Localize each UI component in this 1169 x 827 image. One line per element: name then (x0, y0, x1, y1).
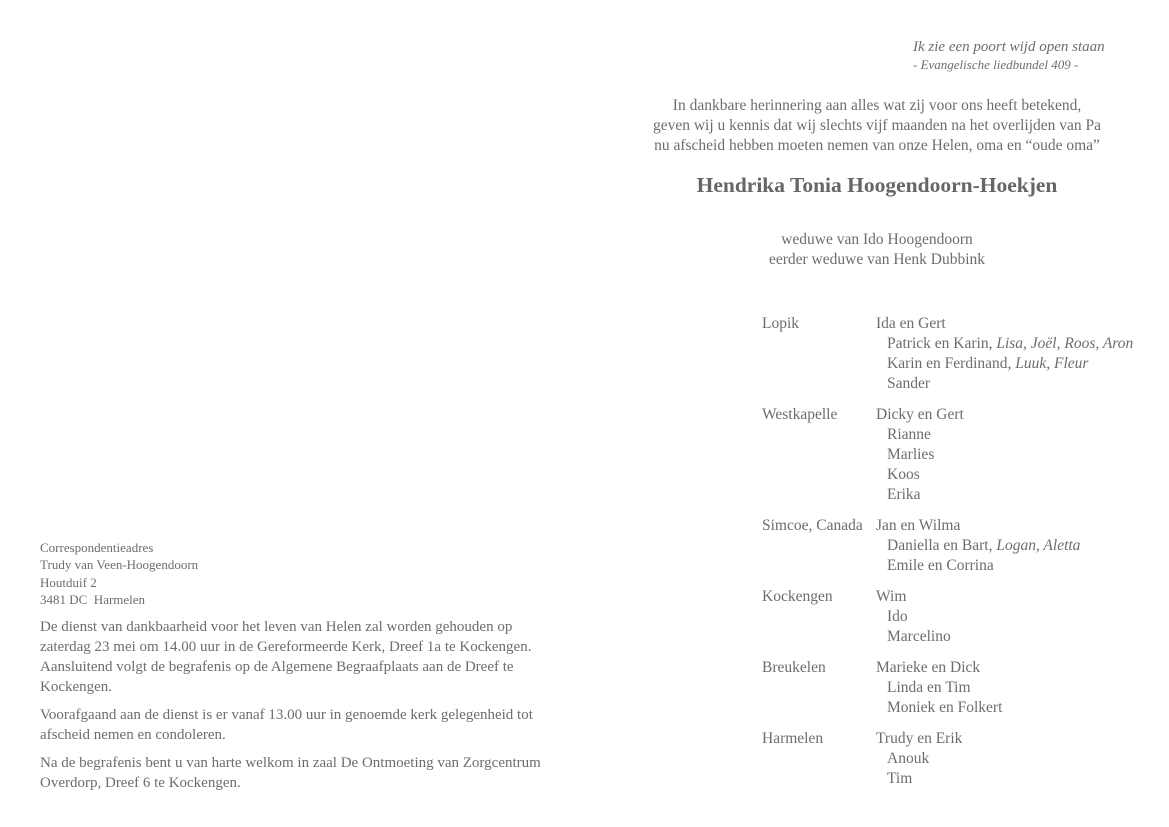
family-couple: Dicky en Gert (876, 406, 964, 423)
correspondence-city: 3481 DC Harmelen (40, 591, 146, 607)
family-couple: Marieke en Dick (876, 659, 981, 676)
family-couple: Trudy en Erik (876, 730, 963, 747)
family-group (762, 516, 1162, 576)
family-child (876, 425, 1162, 445)
family-child (876, 445, 1162, 465)
widow-line: eerder weduwe van Henk Dubbink (768, 251, 986, 268)
child-name: Koos (887, 466, 920, 483)
family-place: Lopik (762, 315, 800, 332)
family-place: Harmelen (762, 730, 824, 747)
family-child (876, 556, 1162, 576)
family-members (876, 516, 1162, 576)
child-name: Emile en Corrina (887, 557, 994, 574)
family-group (762, 658, 1162, 718)
quote-source: - Evangelische liedbundel 409 - (913, 57, 1079, 72)
family-child (876, 749, 1162, 769)
family-group (762, 587, 1162, 647)
grandchildren-names: Lisa, Joël, Roos, Aron (996, 335, 1134, 352)
family-child (876, 465, 1162, 485)
family-child (876, 485, 1162, 505)
family-child (876, 354, 1162, 374)
family-members (876, 729, 1162, 789)
family-couple: Jan en Wilma (876, 517, 961, 534)
family-members (876, 405, 1162, 505)
correspondence-address (40, 539, 198, 608)
service-info (40, 617, 560, 801)
family-couple: Wim (876, 588, 907, 605)
intro-line: In dankbare herinnering aan alles wat zij voor ons heeft betekend, (672, 97, 1082, 114)
family-members (876, 658, 1162, 718)
widow-line: weduwe van Ido Hoogendoorn (781, 231, 973, 248)
family-place: Westkapelle (762, 406, 838, 423)
child-name: Sander (887, 375, 931, 392)
child-name: Marlies (887, 446, 935, 463)
family-group (762, 729, 1162, 789)
intro-line: nu afscheid hebben moeten nemen van onze Helen, oma en “oude oma” (654, 137, 1100, 154)
family-child (876, 627, 1162, 647)
family-child (876, 698, 1162, 718)
left-page (40, 0, 580, 827)
family-place: Kockengen (762, 588, 833, 605)
family-child (876, 334, 1162, 354)
family-list (762, 314, 1162, 800)
child-name: Tim (887, 770, 913, 787)
grandchildren-names: Luuk, Fleur (1015, 355, 1089, 372)
hymn-quote (913, 37, 1105, 73)
grandchildren-names: Logan, Aletta (996, 537, 1081, 554)
deceased-name: Hendrika Tonia Hoogendoorn-Hoekjen (696, 173, 1058, 197)
child-name: Erika (887, 486, 921, 503)
correspondence-street: Houtduif 2 (40, 574, 97, 590)
service-paragraph: De dienst van dankbaarheid voor het leven van Helen zal worden gehouden op zaterdag 23 mei om 14.00 uur in de Gereformeerde Kerk, Dreef 1a te Kockengen. Aansluitend volgt de begrafenis op de Algemene Begraafplaats aan de Dreef te Kockengen. (40, 619, 532, 695)
family-child (876, 374, 1162, 394)
family-couple: Ida en Gert (876, 315, 946, 332)
family-members (876, 314, 1162, 394)
child-name: Anouk (887, 750, 930, 767)
family-place: Simcoe, Canada (762, 517, 863, 534)
intro-text (632, 96, 1122, 156)
intro-line: geven wij u kennis dat wij slechts vijf maanden na het overlijden van Pa (652, 117, 1102, 134)
family-child (876, 678, 1162, 698)
child-name: Marcelino (887, 628, 951, 645)
child-name: Karin en Ferdinand, (887, 355, 1012, 372)
family-place: Breukelen (762, 659, 826, 676)
family-members (876, 587, 1162, 647)
quote-line: Ik zie een poort wijd open staan (913, 39, 1105, 55)
widow-lines (700, 230, 1054, 270)
correspondence-heading: Correspondentieadres (40, 540, 154, 555)
family-child (876, 607, 1162, 627)
family-group (762, 405, 1162, 505)
child-name: Daniella en Bart, (887, 537, 993, 554)
child-name: Linda en Tim (887, 679, 971, 696)
family-group (762, 314, 1162, 394)
correspondence-name: Trudy van Veen-Hoogendoorn (40, 557, 199, 573)
service-paragraph: Na de begrafenis bent u van harte welkom in zaal De Ontmoeting van Zorgcentrum Overdorp, Dreef 6 te Kockengen. (40, 755, 541, 791)
child-name: Patrick en Karin, (887, 335, 993, 352)
family-child (876, 536, 1162, 556)
service-paragraph: Voorafgaand aan de dienst is er vanaf 13.00 uur in genoemde kerk gelegenheid tot afscheid nemen en condoleren. (40, 707, 533, 743)
family-child (876, 769, 1162, 789)
child-name: Rianne (887, 426, 931, 443)
child-name: Ido (887, 608, 908, 625)
child-name: Moniek en Folkert (887, 699, 1003, 716)
